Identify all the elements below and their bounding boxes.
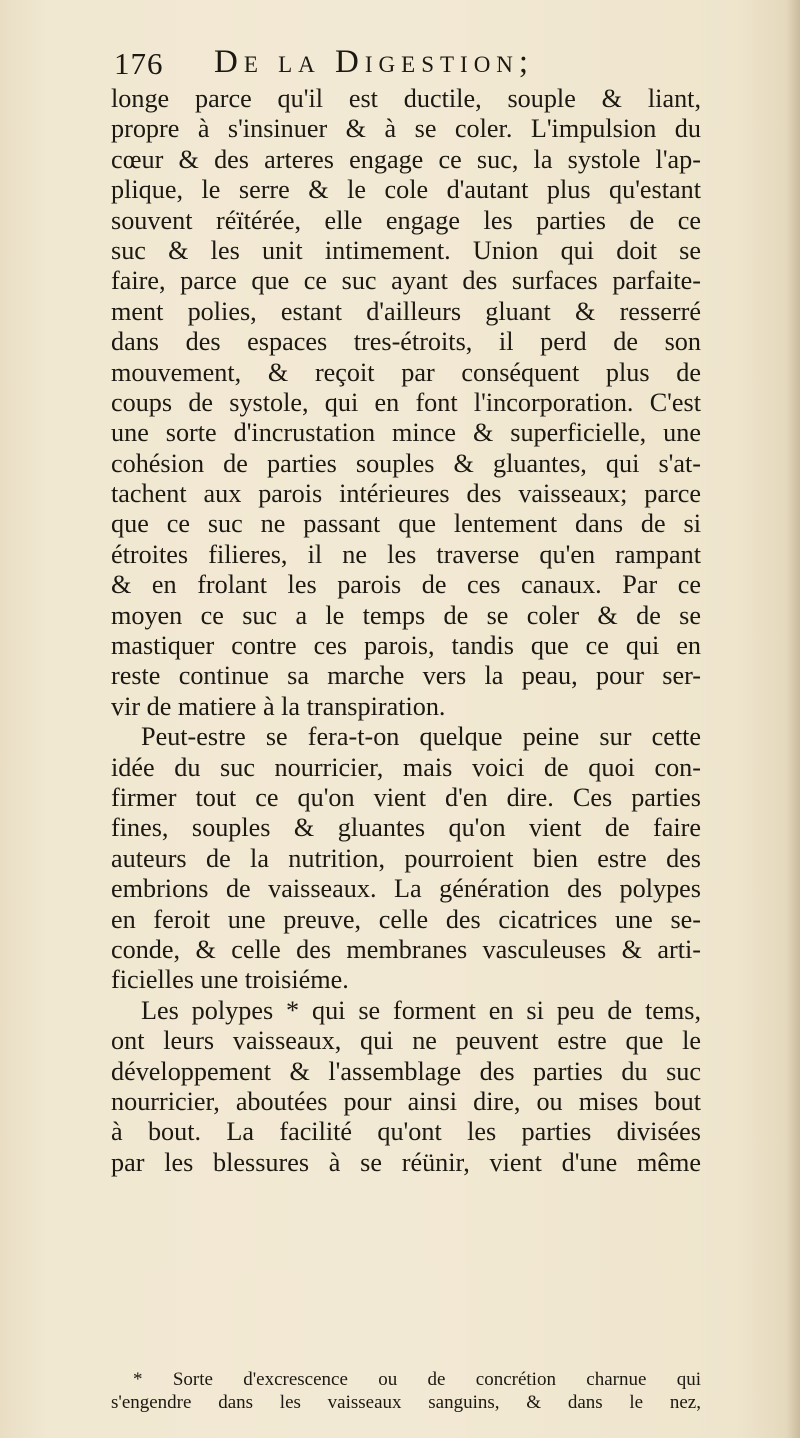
text-line: propre à s'insinuer & à se coler. L'impulsion du xyxy=(111,114,701,144)
text-line: auteurs de la nutrition, pourroient bien estre des xyxy=(111,843,701,873)
text-line: une sorte d'incrustation mince & superficielle, une xyxy=(111,418,701,448)
text-line: ont leurs vaisseaux, qui ne peuvent estre que le xyxy=(111,1026,701,1056)
text-line: souvent réïtérée, elle engage les parties de ce xyxy=(111,205,701,235)
text-line: faire, parce que ce suc ayant des surfaces parfaite- xyxy=(111,266,701,296)
body-text xyxy=(111,84,701,1178)
text-line: étroites filieres, il ne les traverse qu'en rampant xyxy=(111,539,701,569)
running-title: De la Digestion; xyxy=(214,44,535,80)
text-line: suc & les unit intimement. Union qui doit se xyxy=(111,235,701,265)
paragraph-end-line: vir de matiere à la transpiration. xyxy=(111,691,446,721)
text-line: par les blessures à se réünir, vient d'une même xyxy=(111,1147,701,1177)
paragraph-end-line: ficielles une troisiéme. xyxy=(111,965,349,995)
text-line: tachent aux parois intérieures des vaisseaux; parce xyxy=(111,479,701,509)
text-line: ment polies, estant d'ailleurs gluant & resserré xyxy=(111,296,701,326)
text-line: longe parce qu'il est ductile, souple & liant, xyxy=(111,84,701,113)
text-line: embrions de vaisseaux. La génération des polypes xyxy=(111,874,701,904)
text-line: coups de systole, qui en font l'incorporation. C'est xyxy=(111,387,701,417)
text-line: développement & l'assemblage des parties du suc xyxy=(111,1056,701,1086)
text-line: moyen ce suc a le temps de se coler & de se xyxy=(111,600,701,630)
text-line: que ce suc ne passant que lentement dans de si xyxy=(111,509,701,539)
text-line: en feroit une preuve, celle des cicatrices une se- xyxy=(111,904,701,934)
page-number: 176 xyxy=(114,46,164,81)
text-line: cohésion de parties souples & gluantes, qui s'at- xyxy=(111,448,701,478)
text-line: plique, le serre & le cole d'autant plus qu'estant xyxy=(111,175,701,205)
page-edge-shadow xyxy=(786,0,800,1438)
paragraph-start-line: Les polypes * qui se forment en si peu de tems, xyxy=(141,995,701,1025)
text-line: à bout. La facilité qu'ont les parties divisées xyxy=(111,1117,701,1147)
text-line: reste continue sa marche vers la peau, pour ser- xyxy=(111,661,701,691)
paragraph-start-line: Peut-estre se fera-t-on quelque peine sur cette xyxy=(141,722,701,752)
text-line: idée du suc nourricier, mais voici de quoi con- xyxy=(111,752,701,782)
text-line: nourricier, aboutées pour ainsi dire, ou mises bout xyxy=(111,1086,701,1116)
text-line: cœur & des arteres engage ce suc, la systole l'ap- xyxy=(111,144,701,174)
footnote-line: * Sorte d'excrescence ou de concrétion charnue qui xyxy=(133,1369,701,1390)
text-line: dans des espaces tres-étroits, il perd de son xyxy=(111,327,701,357)
text-line: & en frolant les parois de ces canaux. Par ce xyxy=(111,570,701,600)
page-header xyxy=(114,38,694,88)
footnote-line: s'engendre dans les vaisseaux sanguins, & dans le nez, xyxy=(111,1392,701,1413)
footnote xyxy=(111,1368,701,1414)
text-line: mastiquer contre ces parois, tandis que ce qui en xyxy=(111,631,701,661)
text-line: fines, souples & gluantes qu'on vient de faire xyxy=(111,813,701,843)
text-line: firmer tout ce qu'on vient d'en dire. Ces parties xyxy=(111,782,701,812)
text-line: conde, & celle des membranes vasculeuses & arti- xyxy=(111,934,701,964)
text-line: mouvement, & reçoit par conséquent plus de xyxy=(111,357,701,387)
